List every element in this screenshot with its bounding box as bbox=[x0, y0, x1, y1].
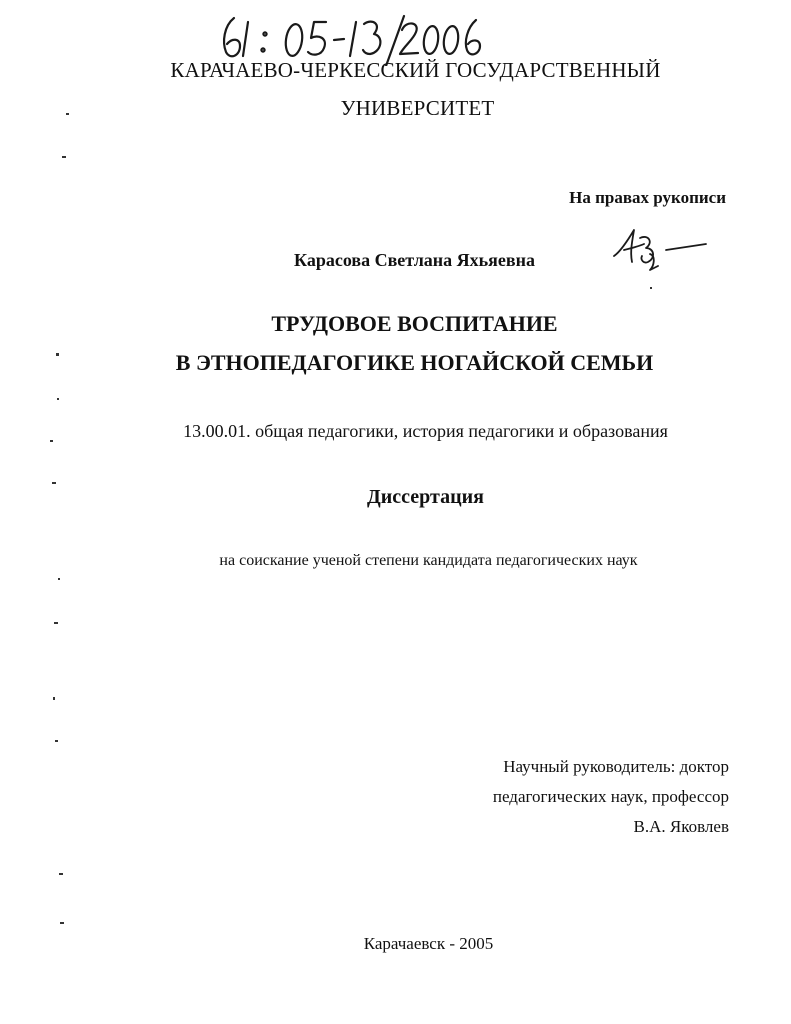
scan-speck bbox=[52, 482, 56, 484]
supervisor-line2: педагогических наук, профессор bbox=[492, 787, 729, 806]
scan-speck bbox=[650, 287, 652, 289]
document-type: Диссертация bbox=[367, 486, 484, 508]
specialty-code: 13.00.01. общая педагогики, история педагогики и образования bbox=[183, 421, 668, 441]
university-name-line1: КАРАЧАЕВО-ЧЕРКЕССКИЙ ГОСУДАРСТВЕННЫЙ bbox=[170, 58, 661, 82]
scan-speck bbox=[59, 873, 63, 875]
scan-speck bbox=[60, 922, 64, 924]
author-name: Карасова Светлана Яхьяевна bbox=[294, 250, 535, 270]
supervisor-line1: Научный руководитель: доктор bbox=[503, 757, 729, 776]
scan-speck bbox=[55, 740, 58, 742]
supervisor-name: В.А. Яковлев bbox=[633, 817, 729, 836]
scan-speck bbox=[50, 440, 53, 442]
university-name-line2: УНИВЕРСИТЕТ bbox=[340, 96, 495, 120]
degree-statement: на соискание ученой степени кандидата педагогических наук bbox=[219, 552, 638, 569]
dissertation-title-line2: В ЭТНОПЕДАГОГИКЕ НОГАЙСКОЙ СЕМЬИ bbox=[175, 350, 654, 375]
city-and-year: Карачаевск - 2005 bbox=[363, 934, 494, 953]
manuscript-rights-note: На правах рукописи bbox=[569, 188, 726, 207]
scan-speck bbox=[57, 398, 59, 400]
scan-speck bbox=[66, 113, 69, 115]
dissertation-title-line1: ТРУДОВОЕ ВОСПИТАНИЕ bbox=[271, 311, 558, 336]
scan-speck bbox=[58, 578, 60, 580]
scan-speck bbox=[62, 156, 66, 158]
author-signature bbox=[610, 222, 710, 278]
scan-speck bbox=[53, 697, 55, 700]
scan-speck bbox=[54, 622, 58, 624]
scan-speck bbox=[56, 353, 59, 356]
